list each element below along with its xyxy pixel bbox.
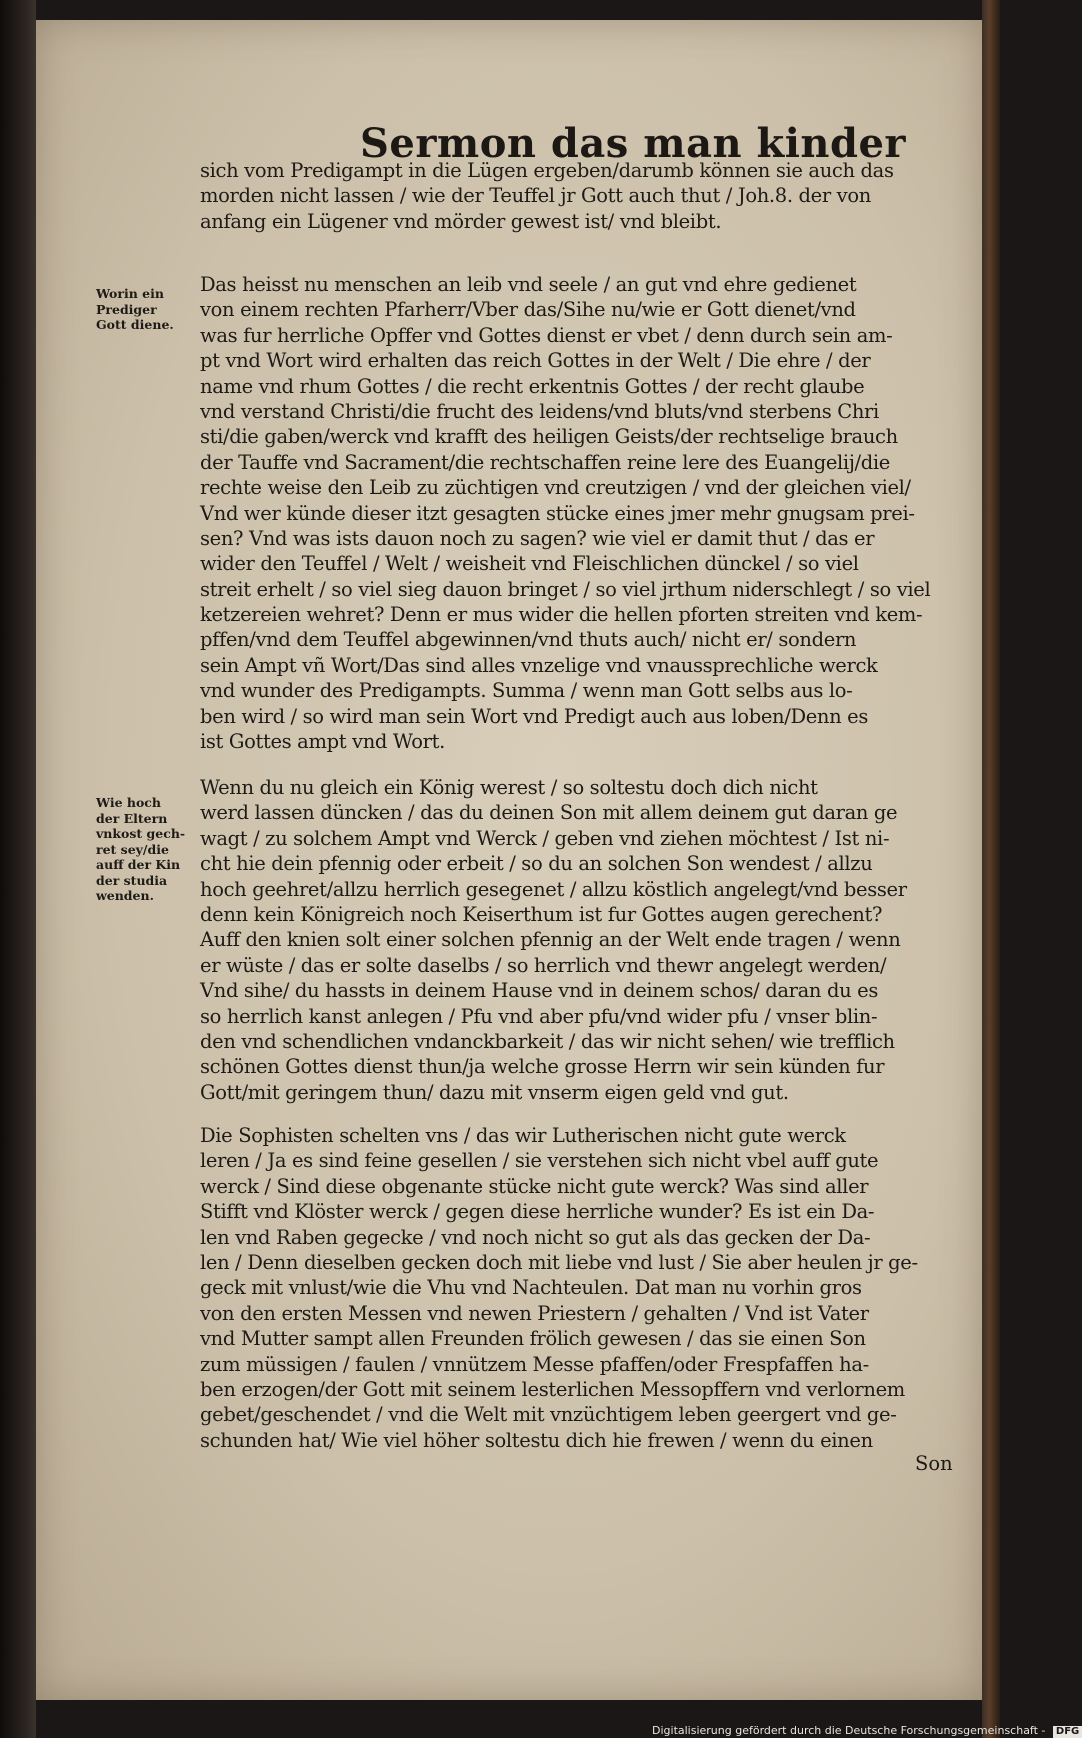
book-spine: [982, 0, 1000, 1738]
page-heading: Sermon das man kinder: [360, 120, 906, 167]
text-line: sen? Vnd was ists dauon noch zu sagen? wie viel er damit thut / das er: [200, 526, 875, 550]
paragraph-top: [200, 158, 975, 234]
text-line: wagt / zu solchem Ampt vnd Werck / geben vnd ziehen möchtest / Ist ni-: [200, 826, 890, 850]
text-line: sti/die gaben/werck vnd krafft des heiligen Geists/der rechtselige brauch: [200, 425, 898, 449]
text-line: Die Sophisten schelten vns / das wir Lutherischen nicht gute werck: [200, 1124, 846, 1147]
text-line: ben erzogen/der Gott mit seinem lesterlichen Messopffern vnd verlornem: [200, 1377, 905, 1401]
text-line: Stifft vnd Klöster werck / gegen diese herrliche wunder? Es ist ein Da-: [200, 1200, 875, 1224]
text-line: leren / Ja es sind feine gesellen / sie verstehen sich nicht vbel auff gute: [200, 1149, 879, 1173]
text-line: pt vnd Wort wird erhalten das reich Gottes in der Welt / Die ehre / der: [200, 349, 871, 373]
text-line: der Tauffe vnd Sacrament/die rechtschaffen reine lere des Euangelij/die: [200, 450, 890, 474]
text-line: was fur herrliche Opffer vnd Gottes dienst er vbet / denn durch sein am-: [200, 323, 893, 347]
text-line: gebet/geschendet / vnd die Welt mit vnzüchtigem leben geergert vnd ge-: [200, 1403, 897, 1427]
text-line: wider den Teuffel / Welt / weisheit vnd Fleischlichen dünckel / so viel: [200, 552, 859, 576]
text-line: zum müssigen / faulen / vnnützem Messe pfaffen/oder Frespfaffen ha-: [200, 1352, 869, 1376]
text-line: streit erhelt / so viel sieg dauon bringet / so viel jrthum niderschlegt / so viel: [200, 577, 931, 601]
margin-note-line: der Eltern: [96, 810, 168, 826]
margin-note-line: der studia: [96, 872, 168, 888]
margin-note-line: Gott diene.: [96, 317, 174, 332]
text-line: len vnd Raben gegecke / vnd noch nicht so gut als das gecken der Da-: [200, 1225, 871, 1249]
text-line: sich vom Predigampt in die Lügen ergeben/darumb können sie auch das: [200, 159, 894, 182]
margin-note-line: Worin ein: [96, 286, 164, 301]
margin-note-prediger: [96, 286, 206, 333]
margin-note-line: ret sey/die: [96, 841, 169, 857]
text-line: von den ersten Messen vnd newen Priestern / gehalten / Vnd ist Vater: [200, 1301, 869, 1325]
text-line: Vnd sihe/ du hassts in deinem Hause vnd in deinem schos/ daran du es: [200, 979, 878, 1003]
text-line: name vnd rhum Gottes / die recht erkentnis Gottes / der recht glaube: [200, 374, 865, 398]
text-line: er wüste / das er solte daselbs / so herrlich vnd thewr angelegt werden/: [200, 953, 887, 977]
paragraph-2: [200, 775, 975, 1105]
text-line: schunden hat/ Wie viel höher soltestu dich hie frewen / wenn du einen: [200, 1428, 873, 1452]
margin-note-line: wenden.: [96, 888, 154, 903]
text-line: vnd Mutter sampt allen Freunden frölich gewesen / das sie einen Son: [200, 1327, 866, 1351]
text-line: len / Denn dieselben gecken doch mit liebe vnd lust / Sie aber heulen jr ge-: [200, 1250, 918, 1274]
text-line: von einem rechten Pfarherr/Vber das/Sihe nu/wie er Gott dienet/vnd: [200, 298, 856, 322]
text-line: ist Gottes ampt vnd Wort.: [200, 730, 445, 754]
text-line: werck / Sind diese obgenante stücke nicht gute werck? Was sind aller: [200, 1174, 869, 1198]
text-line: denn kein Königreich noch Keiserthum ist fur Gottes augen gerechent?: [200, 902, 883, 926]
margin-note-line: vnkost gech-: [96, 826, 186, 841]
margin-note-line: Prediger: [96, 301, 157, 317]
text-line: Wenn du nu gleich ein König werest / so soltestu doch dich nicht: [200, 776, 818, 799]
footer-credit: [652, 1724, 1082, 1738]
text-line: so herrlich kanst anlegen / Pfu vnd aber pfu/vnd wider pfu / vnser blin-: [200, 1004, 878, 1028]
text-line: geck mit vnlust/wie die Vhu vnd Nachteulen. Dat man nu vorhin gros: [200, 1276, 862, 1300]
text-line: Das heisst nu menschen an leib vnd seele / an gut vnd ehre gedienet: [200, 273, 857, 296]
margin-note-line: Wie hoch: [96, 795, 161, 810]
paragraph-3: [200, 1123, 975, 1453]
text-line: Vnd wer künde dieser itzt gesagten stücke eines jmer mehr gnugsam prei-: [200, 501, 915, 525]
text-line: anfang ein Lügener vnd mörder gewest ist/ vnd bleibt.: [200, 209, 722, 233]
margin-note-eltern: [96, 795, 206, 904]
text-line: ben wird / so wird man sein Wort vnd Predigt auch aus loben/Denn es: [200, 704, 869, 728]
text-line: morden nicht lassen / wie der Teuffel jr Gott auch thut / Joh.8. der von: [200, 184, 871, 208]
text-line: schönen Gottes dienst thun/ja welche grosse Herrn wir sein künden fur: [200, 1055, 885, 1079]
text-line: vnd wunder des Predigampts. Summa / wenn man Gott selbs aus lo-: [200, 679, 853, 703]
text-line: Gott/mit geringem thun/ dazu mit vnserm eigen geld vnd gut.: [200, 1080, 789, 1104]
book-edge-left: [0, 0, 36, 1738]
text-line: vnd verstand Christi/die frucht des leidens/vnd bluts/vnd sterbens Chri: [200, 399, 879, 423]
text-line: ketzereien wehret? Denn er mus wider die hellen pforten streiten vnd kem-: [200, 603, 923, 627]
footer-text: Digitalisierung gefördert durch die Deutsche Forschungsgemeinschaft -: [652, 1724, 1046, 1737]
text-line: pffen/vnd dem Teuffel abgewinnen/vnd thuts auch/ nicht er/ sondern: [200, 628, 857, 652]
margin-note-line: auff der Kin: [96, 857, 181, 872]
dfg-logo: DFG: [1053, 1726, 1082, 1738]
paragraph-1: [200, 272, 975, 754]
text-line: werd lassen düncken / das du deinen Son mit allem deinem gut daran ge: [200, 801, 898, 825]
text-line: den vnd schendlichen vndanckbarkeit / das wir nicht sehen/ wie trefflich: [200, 1029, 895, 1053]
text-line: sein Ampt vñ Wort/Das sind alles vnzelige vnd vnaussprechliche werck: [200, 653, 878, 677]
catchword: Son: [915, 1452, 953, 1475]
text-line: rechte weise den Leib zu züchtigen vnd creutzigen / vnd der gleichen viel/: [200, 476, 911, 500]
text-line: hoch geehret/allzu herrlich gesegenet / allzu köstlich angelegt/vnd besser: [200, 877, 907, 901]
text-line: cht hie dein pfennig oder erbeit / so du an solchen Son wendest / allzu: [200, 852, 873, 876]
text-line: Auff den knien solt einer solchen pfennig an der Welt ende tragen / wenn: [200, 928, 901, 952]
